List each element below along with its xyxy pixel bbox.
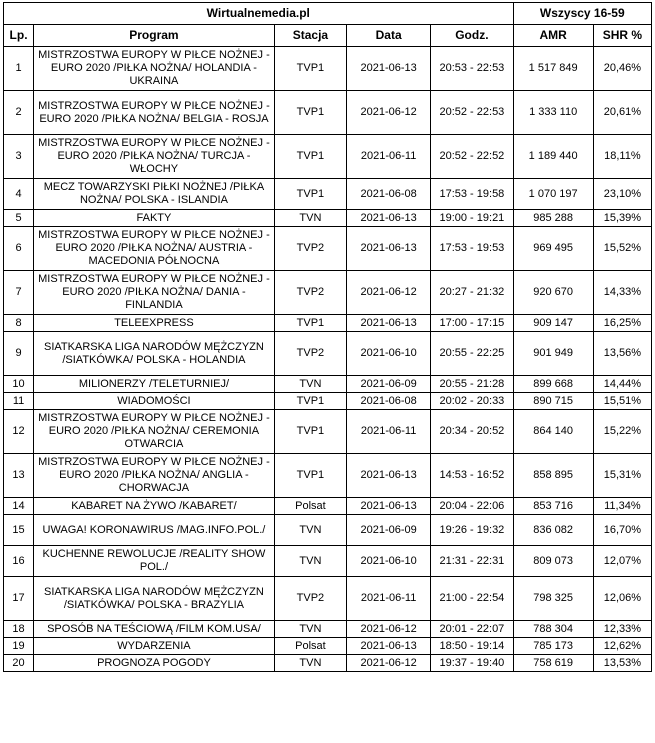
cell-godz: 18:50 - 19:14 [431,638,513,655]
cell-lp: 11 [4,393,34,410]
table-row [4,91,652,135]
cell-godz: 19:37 - 19:40 [431,655,513,672]
table-row [4,227,652,271]
cell-program: MISTRZOSTWA EUROPY W PIŁCE NOŻNEJ - EURO 2020 /PIŁKA NOŻNA/ CEREMONIA OTWARCIA [34,410,275,454]
cell-data: 2021-06-11 [347,577,431,621]
cell-amr: 985 288 [513,210,593,227]
cell-lp: 7 [4,271,34,315]
cell-shr: 18,11% [593,135,651,179]
table-row [4,315,652,332]
column-header-stacja: Stacja [274,25,346,47]
cell-lp: 18 [4,621,34,638]
table-row [4,498,652,515]
table-row [4,638,652,655]
cell-stacja: TVP2 [274,577,346,621]
cell-stacja: Polsat [274,638,346,655]
cell-data: 2021-06-12 [347,271,431,315]
cell-program: WYDARZENIA [34,638,275,655]
cell-godz: 21:00 - 22:54 [431,577,513,621]
column-header-shr: SHR % [593,25,651,47]
cell-stacja: TVP1 [274,410,346,454]
cell-program: MISTRZOSTWA EUROPY W PIŁCE NOŻNEJ - EURO 2020 /PIŁKA NOŻNA/ TURCJA - WŁOCHY [34,135,275,179]
cell-stacja: TVP1 [274,454,346,498]
cell-stacja: TVP1 [274,393,346,410]
cell-godz: 20:34 - 20:52 [431,410,513,454]
cell-godz: 20:27 - 21:32 [431,271,513,315]
table-row [4,454,652,498]
cell-program: WIADOMOŚCI [34,393,275,410]
cell-lp: 17 [4,577,34,621]
cell-amr: 758 619 [513,655,593,672]
table-row [4,393,652,410]
cell-lp: 15 [4,515,34,546]
cell-data: 2021-06-10 [347,546,431,577]
cell-lp: 12 [4,410,34,454]
cell-shr: 12,33% [593,621,651,638]
cell-godz: 21:31 - 22:31 [431,546,513,577]
table-row [4,332,652,376]
cell-data: 2021-06-13 [347,638,431,655]
table-row [4,621,652,638]
cell-data: 2021-06-13 [347,210,431,227]
cell-lp: 20 [4,655,34,672]
cell-stacja: TVN [274,210,346,227]
cell-shr: 14,33% [593,271,651,315]
column-header-amr: AMR [513,25,593,47]
cell-amr: 901 949 [513,332,593,376]
cell-stacja: TVP1 [274,91,346,135]
cell-data: 2021-06-13 [347,454,431,498]
cell-shr: 12,06% [593,577,651,621]
cell-stacja: TVP2 [274,227,346,271]
cell-program: PROGNOZA POGODY [34,655,275,672]
cell-shr: 13,53% [593,655,651,672]
cell-data: 2021-06-13 [347,227,431,271]
cell-shr: 15,39% [593,210,651,227]
cell-amr: 969 495 [513,227,593,271]
table-row [4,546,652,577]
table-row [4,210,652,227]
cell-amr: 858 895 [513,454,593,498]
cell-amr: 920 670 [513,271,593,315]
cell-data: 2021-06-09 [347,376,431,393]
cell-amr: 864 140 [513,410,593,454]
column-header-data: Data [347,25,431,47]
cell-amr: 788 304 [513,621,593,638]
cell-godz: 17:53 - 19:53 [431,227,513,271]
cell-lp: 16 [4,546,34,577]
table-row [4,179,652,210]
cell-stacja: TVP2 [274,332,346,376]
group-header: Wszyscy 16-59 [513,3,651,25]
cell-amr: 1 189 440 [513,135,593,179]
cell-stacja: TVN [274,515,346,546]
cell-data: 2021-06-13 [347,315,431,332]
cell-lp: 9 [4,332,34,376]
cell-shr: 16,70% [593,515,651,546]
cell-shr: 15,22% [593,410,651,454]
cell-shr: 15,51% [593,393,651,410]
cell-godz: 20:02 - 20:33 [431,393,513,410]
cell-program: MISTRZOSTWA EUROPY W PIŁCE NOŻNEJ - EURO 2020 /PIŁKA NOŻNA/ DANIA - FINLANDIA [34,271,275,315]
table-row [4,271,652,315]
cell-program: UWAGA! KORONAWIRUS /MAG.INFO.POL./ [34,515,275,546]
cell-data: 2021-06-12 [347,91,431,135]
cell-shr: 20,61% [593,91,651,135]
cell-shr: 12,07% [593,546,651,577]
cell-program: SPOSÓB NA TEŚCIOWĄ /FILM KOM.USA/ [34,621,275,638]
cell-godz: 20:53 - 22:53 [431,47,513,91]
cell-amr: 890 715 [513,393,593,410]
cell-shr: 14,44% [593,376,651,393]
cell-stacja: TVN [274,655,346,672]
cell-amr: 1 070 197 [513,179,593,210]
ratings-sheet [0,2,655,672]
cell-godz: 19:26 - 19:32 [431,515,513,546]
cell-program: KUCHENNE REWOLUCJE /REALITY SHOW POL./ [34,546,275,577]
table-row [4,135,652,179]
cell-program: MILIONERZY /TELETURNIEJ/ [34,376,275,393]
cell-shr: 15,52% [593,227,651,271]
cell-stacja: Polsat [274,498,346,515]
cell-program: MISTRZOSTWA EUROPY W PIŁCE NOŻNEJ - EURO 2020 /PIŁKA NOŻNA/ ANGLIA - CHORWACJA [34,454,275,498]
cell-shr: 13,56% [593,332,651,376]
cell-data: 2021-06-13 [347,47,431,91]
cell-stacja: TVP1 [274,47,346,91]
table-header-row [4,25,652,47]
cell-data: 2021-06-10 [347,332,431,376]
cell-amr: 1 333 110 [513,91,593,135]
cell-shr: 16,25% [593,315,651,332]
cell-stacja: TVP2 [274,271,346,315]
cell-lp: 10 [4,376,34,393]
cell-godz: 20:55 - 22:25 [431,332,513,376]
cell-amr: 899 668 [513,376,593,393]
ratings-table [3,2,652,672]
cell-godz: 20:04 - 22:06 [431,498,513,515]
cell-amr: 1 517 849 [513,47,593,91]
cell-godz: 20:52 - 22:52 [431,135,513,179]
cell-godz: 17:53 - 19:58 [431,179,513,210]
cell-program: MISTRZOSTWA EUROPY W PIŁCE NOŻNEJ - EURO 2020 /PIŁKA NOŻNA/ BELGIA - ROSJA [34,91,275,135]
cell-lp: 8 [4,315,34,332]
cell-lp: 6 [4,227,34,271]
cell-lp: 5 [4,210,34,227]
cell-program: FAKTY [34,210,275,227]
table-row [4,376,652,393]
cell-godz: 20:52 - 22:53 [431,91,513,135]
table-row [4,515,652,546]
cell-data: 2021-06-08 [347,179,431,210]
cell-lp: 14 [4,498,34,515]
cell-stacja: TVP1 [274,315,346,332]
cell-lp: 3 [4,135,34,179]
cell-amr: 836 082 [513,515,593,546]
cell-godz: 17:00 - 17:15 [431,315,513,332]
cell-lp: 4 [4,179,34,210]
cell-program: MISTRZOSTWA EUROPY W PIŁCE NOŻNEJ - EURO 2020 /PIŁKA NOŻNA/ AUSTRIA - MACEDONIA PÓŁNOCNA [34,227,275,271]
cell-data: 2021-06-12 [347,655,431,672]
cell-godz: 19:00 - 19:21 [431,210,513,227]
column-header-program: Program [34,25,275,47]
table-row [4,47,652,91]
column-header-lp: Lp. [4,25,34,47]
cell-lp: 19 [4,638,34,655]
cell-amr: 785 173 [513,638,593,655]
cell-stacja: TVN [274,621,346,638]
cell-data: 2021-06-11 [347,135,431,179]
table-title-row [4,3,652,25]
cell-data: 2021-06-13 [347,498,431,515]
cell-shr: 12,62% [593,638,651,655]
cell-data: 2021-06-12 [347,621,431,638]
cell-stacja: TVN [274,546,346,577]
cell-shr: 20,46% [593,47,651,91]
cell-data: 2021-06-11 [347,410,431,454]
cell-data: 2021-06-08 [347,393,431,410]
cell-program: SIATKARSKA LIGA NARODÓW MĘŻCZYZN /SIATKÓWKA/ POLSKA - HOLANDIA [34,332,275,376]
cell-amr: 809 073 [513,546,593,577]
cell-godz: 20:55 - 21:28 [431,376,513,393]
column-header-godz: Godz. [431,25,513,47]
cell-stacja: TVP1 [274,135,346,179]
table-body [4,47,652,672]
table-row [4,655,652,672]
cell-stacja: TVN [274,376,346,393]
cell-amr: 798 325 [513,577,593,621]
cell-program: KABARET NA ŻYWO /KABARET/ [34,498,275,515]
cell-amr: 909 147 [513,315,593,332]
cell-program: TELEEXPRESS [34,315,275,332]
cell-shr: 15,31% [593,454,651,498]
cell-godz: 20:01 - 22:07 [431,621,513,638]
cell-lp: 1 [4,47,34,91]
source-title: Wirtualnemedia.pl [4,3,514,25]
table-row [4,410,652,454]
cell-lp: 2 [4,91,34,135]
cell-shr: 23,10% [593,179,651,210]
cell-program: SIATKARSKA LIGA NARODÓW MĘŻCZYZN /SIATKÓWKA/ POLSKA - BRAZYLIA [34,577,275,621]
table-row [4,577,652,621]
cell-data: 2021-06-09 [347,515,431,546]
cell-lp: 13 [4,454,34,498]
cell-program: MISTRZOSTWA EUROPY W PIŁCE NOŻNEJ - EURO 2020 /PIŁKA NOŻNA/ HOLANDIA - UKRAINA [34,47,275,91]
cell-amr: 853 716 [513,498,593,515]
cell-godz: 14:53 - 16:52 [431,454,513,498]
cell-shr: 11,34% [593,498,651,515]
cell-program: MECZ TOWARZYSKI PIŁKI NOŻNEJ /PIŁKA NOŻNA/ POLSKA - ISLANDIA [34,179,275,210]
cell-stacja: TVP1 [274,179,346,210]
